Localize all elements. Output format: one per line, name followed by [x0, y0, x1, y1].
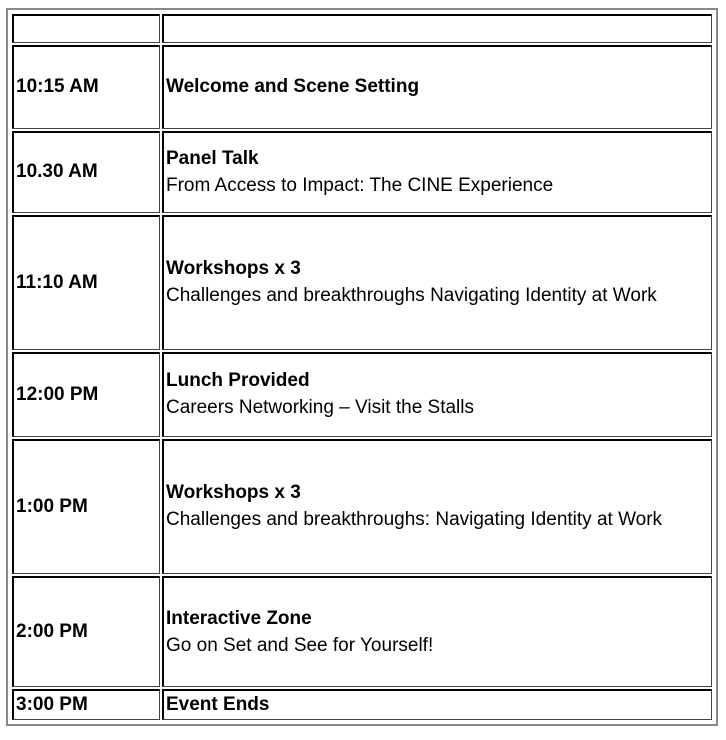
event-cell — [162, 689, 712, 720]
event-title: Workshops x 3 — [166, 258, 301, 280]
event-title: Interactive Zone — [166, 607, 312, 629]
event-cell — [162, 131, 712, 213]
table-row — [12, 131, 712, 213]
time-cell: 11:10 AM — [12, 215, 160, 349]
event-cell — [162, 352, 712, 437]
event-cell — [162, 215, 712, 349]
table-row — [12, 576, 712, 687]
event-description: Challenges and breakthroughs: Navigating Identity at Work — [166, 509, 663, 531]
table-row — [12, 45, 712, 129]
table-row-header — [12, 14, 712, 43]
event-title: Panel Talk — [166, 147, 259, 169]
time-cell: 10:15 AM — [12, 45, 160, 129]
table-row — [12, 439, 712, 575]
event-description: Careers Networking – Visit the Stalls — [166, 397, 474, 419]
event-cell — [162, 14, 712, 43]
event-title: Event Ends — [166, 694, 270, 716]
event-title: Welcome and Scene Setting — [166, 76, 420, 98]
event-cell — [162, 576, 712, 687]
time-cell: 2:00 PM — [12, 576, 160, 687]
time-cell: 12:00 PM — [12, 352, 160, 437]
event-description: Challenges and breakthroughs Navigating Identity at Work — [166, 285, 657, 307]
table-row — [12, 689, 712, 720]
time-cell: 10.30 AM — [12, 131, 160, 213]
event-title: Lunch Provided — [166, 370, 310, 392]
event-description: Go on Set and See for Yourself! — [166, 634, 434, 656]
time-cell: 1:00 PM — [12, 439, 160, 575]
time-cell: 3:00 PM — [12, 689, 160, 720]
table-row — [12, 352, 712, 437]
event-cell — [162, 439, 712, 575]
time-cell — [12, 14, 160, 43]
event-title: Workshops x 3 — [166, 482, 301, 504]
event-description: From Access to Impact: The CINE Experience — [166, 174, 554, 196]
schedule-table — [6, 8, 718, 726]
event-cell — [162, 45, 712, 129]
schedule-grid — [10, 12, 714, 722]
table-row — [12, 215, 712, 349]
